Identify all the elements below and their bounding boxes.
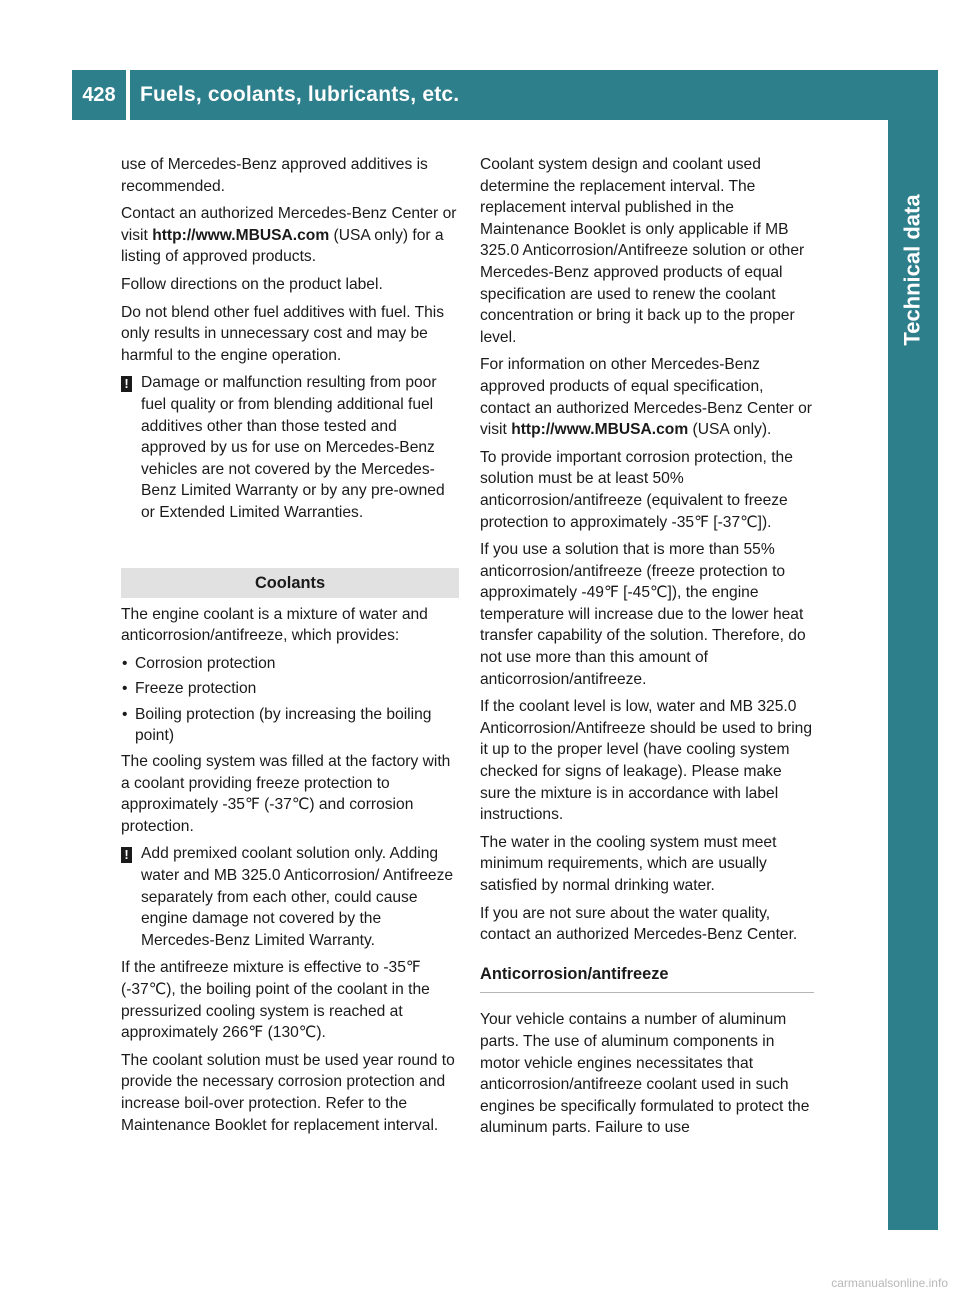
paragraph: The coolant solution must be used year round to provide the necessary corrosion protection and increase boil-over protection. Refer to the Maintenance Booklet for replacement interval. <box>121 1051 455 1134</box>
paragraph: If you use a solution that is more than 55% anticorrosion/antifreeze (freeze protection to approximately -49℉ [-45℃]), the engine temperature will increase due to the lower heat transfer capability of the solution. Therefore, do not use more than this amount of anticorrosion/antifreeze. <box>480 541 806 688</box>
exclamation-icon: ! <box>121 376 132 392</box>
warning-note <box>121 843 459 951</box>
paragraph: If the coolant level is low, water and MB 325.0 Anticorrosion/Antifreeze should be used to bring it up to the proper level (have cooling system checked for signs of leakage). Please make sure the mixture is in accordance with label instructions. <box>480 698 812 824</box>
paragraph: The cooling system was filled at the factory with a coolant providing freeze protection to approximately -35℉ (-37℃) and corrosion protection. <box>121 753 451 835</box>
paragraph: The water in the cooling system must meet minimum requirements, which are usually satisfied by normal drinking water. <box>480 833 777 894</box>
page-title: Fuels, coolants, lubricants, etc. <box>140 83 460 106</box>
mbusa-link[interactable]: http://www.MBUSA.com <box>152 226 330 244</box>
side-tab-label-wrap <box>888 70 938 470</box>
section-heading: Coolants <box>121 568 459 598</box>
paragraph: If the antifreeze mixture is effective to -35℉ (-37℃), the boiling point of the coolant in the pressurized cooling system is reached at approximately 266℉ (130℃). <box>121 959 430 1042</box>
warning-text: Damage or malfunction resulting from poor fuel quality or from blending additional fuel additives other than those tested and approved by us for use on Mercedes-Benz vehicles are not covered by the Mercedes-Benz Limited Warranty or by any pre-owned or Extended Limited Warranties. <box>141 374 445 521</box>
paragraph-contact <box>480 354 814 440</box>
paragraph-text: (USA only). <box>688 421 772 439</box>
mbusa-link[interactable]: http://www.MBUSA.com <box>511 421 689 439</box>
warning-text: Add premixed coolant solution only. Adding water and MB 325.0 Anticorrosion/ Antifreeze separately from each other, could cause engine damage not covered by the Mercedes-Benz Limited Warranty. <box>141 845 454 949</box>
side-tab-label: Technical data <box>900 194 926 346</box>
warning-note <box>121 372 459 523</box>
paragraph: Your vehicle contains a number of aluminum parts. The use of aluminum components in motor vehicle engines necessitates that anticorrosion/antifreeze coolant used in such engines be specifically formulated to protect the aluminum parts. Failure to use <box>480 1011 810 1137</box>
paragraph: Coolant system design and coolant used determine the replacement interval. The replacement interval published in the Maintenance Booklet is only applicable if MB 325.0 Anticorrosion/Antifreeze solution or other Mercedes-Benz approved products of equal specification are used to renew the coolant concentration or bring it back up to the proper level. <box>480 156 805 346</box>
paragraph-contact <box>121 203 459 268</box>
list-item: • Corrosion protection <box>121 653 459 675</box>
paragraph-text: Contact an authorized Mercedes-Benz Center or visit <box>121 205 457 244</box>
subheading: Anticorrosion/antifreeze <box>480 964 814 994</box>
exclamation-icon: ! <box>121 847 132 863</box>
page-number: 428 <box>82 84 116 106</box>
left-column <box>121 154 459 1142</box>
paragraph: Follow directions on the product label. <box>121 275 383 293</box>
header-divider <box>126 70 130 120</box>
list-item: • Freeze protection <box>121 678 459 700</box>
bullet-list <box>121 653 459 747</box>
paragraph: Do not blend other fuel additives with fuel. This only results in unnecessary cost and may be harmful to the engine operation. <box>121 303 445 364</box>
list-item: • Boiling protection (by increasing the boiling point) <box>121 704 459 747</box>
paragraph-text: (USA only) for a listing of approved products. <box>121 226 444 266</box>
paragraph: If you are not sure about the water quality, contact an authorized Mercedes-Benz Center. <box>480 904 798 944</box>
right-column <box>480 154 814 1145</box>
paragraph: use of Mercedes-Benz approved additives is recommended. <box>121 156 428 195</box>
paragraph: The engine coolant is a mixture of water and anticorrosion/antifreeze, which provides: <box>121 605 428 645</box>
footer-watermark: carmanualsonline.info <box>831 1276 948 1290</box>
paragraph: To provide important corrosion protection, the solution must be at least 50% anticorrosion/antifreeze (equivalent to freeze protection to approximately -35℉ [-37℃]). <box>480 448 793 531</box>
paragraph-text: For information on other Mercedes-Benz approved products of equal specification, contact an authorized Mercedes-Benz Center or visit <box>480 356 812 439</box>
